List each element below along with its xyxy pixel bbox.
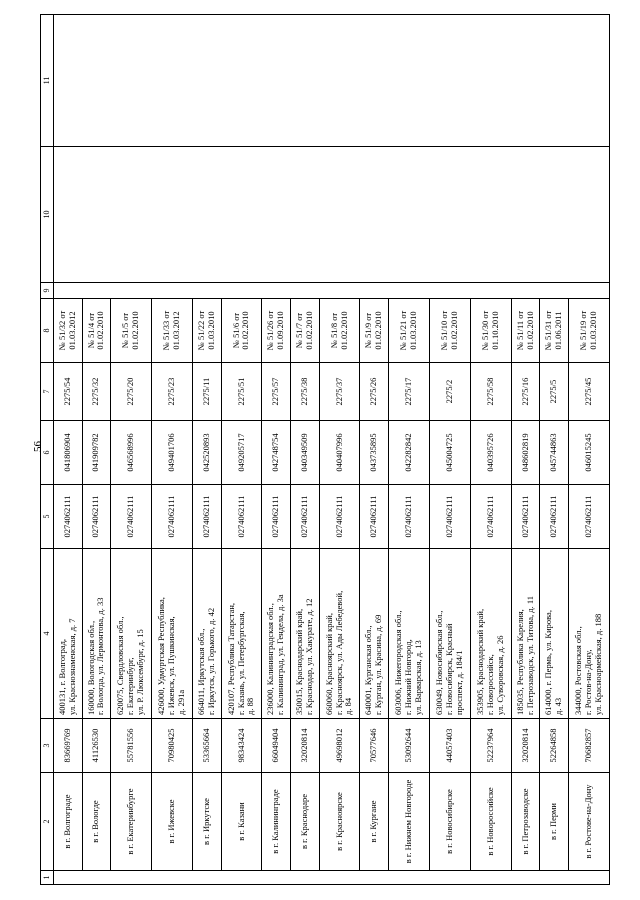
branch-address: 426000, Удмуртская Республика, г. Ижевск, ул. Пушкинская, д. 291а bbox=[152, 549, 193, 719]
table-body bbox=[54, 15, 610, 885]
branch-address: 236000, Калининградская обл., г. Калининград, ул. Гендела, д. 3а bbox=[262, 549, 291, 719]
inn-code: 0274062111 bbox=[192, 485, 221, 549]
inn-code: 0274062111 bbox=[511, 485, 540, 549]
branch-city: в г. Петрозаводске bbox=[511, 773, 540, 871]
inn-code: 0274062111 bbox=[291, 485, 320, 549]
order-reference: № 51/6 от 01.02.2010 bbox=[221, 299, 262, 363]
branch-city: в г. Казани bbox=[221, 773, 262, 871]
registration-number: 2275/23 bbox=[152, 363, 193, 421]
branch-address: 344000, Ростовская обл., г. Ростов-на-Дону, ул. Красноармейская, д. 188 bbox=[568, 549, 609, 719]
order-reference: № 51/4 от 01.02.2010 bbox=[82, 299, 111, 363]
col-9-cell bbox=[54, 283, 610, 299]
registration-number: 2275/32 bbox=[82, 363, 111, 421]
registration-number: 2275/2 bbox=[429, 363, 470, 421]
column-number-10: 10 bbox=[41, 147, 54, 283]
okpo-code: 98343424 bbox=[221, 719, 262, 773]
inn-code: 0274062111 bbox=[152, 485, 193, 549]
inn-code: 0274062111 bbox=[540, 485, 569, 549]
order-reference: № 51/33 от 01.03.2012 bbox=[152, 299, 193, 363]
kpp-code: 040407996 bbox=[319, 421, 360, 485]
order-reference: № 51/8 от 01.02.2010 bbox=[319, 299, 360, 363]
order-reference: № 51/31 от 01.06.2011 bbox=[540, 299, 569, 363]
inn-code: 0274062111 bbox=[470, 485, 511, 549]
order-reference: № 51/19 от 01.03.2010 bbox=[568, 299, 609, 363]
okpo-code: 41126530 bbox=[82, 719, 111, 773]
okpo-code: 53365664 bbox=[192, 719, 221, 773]
branch-address: 660060, Красноярский край, г. Красноярск, ул. Ады Лебедевой, д. 84 bbox=[319, 549, 360, 719]
kpp-code: 040349509 bbox=[291, 421, 320, 485]
column-number-11: 11 bbox=[41, 15, 54, 147]
order-reference: № 51/9 от 01.02.2010 bbox=[360, 299, 389, 363]
okpo-code: 83669769 bbox=[54, 719, 83, 773]
branch-address: 350015, Краснодарский край, г. Краснодар, ул. Хакурате, д. 12 bbox=[291, 549, 320, 719]
okpo-code: 32020814 bbox=[511, 719, 540, 773]
order-reference: № 51/10 от 01.02.2010 bbox=[429, 299, 470, 363]
inn-code: 0274062111 bbox=[319, 485, 360, 549]
order-reference: № 51/21 от 01.03.2010 bbox=[389, 299, 430, 363]
branch-city: в г. Кургане bbox=[360, 773, 389, 871]
okpo-code: 44057403 bbox=[429, 719, 470, 773]
column-number-9: 9 bbox=[41, 283, 54, 299]
inn-code: 0274062111 bbox=[360, 485, 389, 549]
branch-city: в г. Волгограде bbox=[54, 773, 83, 871]
column-number-3: 3 bbox=[41, 719, 54, 773]
registration-number: 2275/37 bbox=[319, 363, 360, 421]
inn-code: 0274062111 bbox=[54, 485, 83, 549]
registration-number: 2275/54 bbox=[54, 363, 83, 421]
branch-city: в г. Иркутске bbox=[192, 773, 221, 871]
branch-city: в г. Нижнем Новгороде bbox=[389, 773, 430, 871]
rotated-table-wrapper bbox=[40, 15, 610, 885]
kpp-code: 049205717 bbox=[221, 421, 262, 485]
okpo-code: 70577646 bbox=[360, 719, 389, 773]
registration-number: 2275/58 bbox=[470, 363, 511, 421]
branch-address: 400131, г. Волгоград, ул. Краснознаменская, д. 7 bbox=[54, 549, 83, 719]
branch-address: 620075, Свердловская обл., г. Екатеринбург, ул. Р. Люксембург, д. 15 bbox=[111, 549, 152, 719]
registration-number: 2275/38 bbox=[291, 363, 320, 421]
order-reference: № 51/5 от 01.02.2010 bbox=[111, 299, 152, 363]
col-10-cell bbox=[54, 147, 610, 283]
registration-number: 2275/51 bbox=[221, 363, 262, 421]
kpp-code: 046015245 bbox=[568, 421, 609, 485]
branch-city: в г. Ижевске bbox=[152, 773, 193, 871]
registration-number: 2275/16 bbox=[511, 363, 540, 421]
kpp-code: 041909782 bbox=[82, 421, 111, 485]
inn-code: 0274062111 bbox=[568, 485, 609, 549]
kpp-code: 042748754 bbox=[262, 421, 291, 485]
okpo-code: 70980425 bbox=[152, 719, 193, 773]
branch-address: 614000, г. Пермь, ул. Кирова, д. 43 bbox=[540, 549, 569, 719]
registration-number: 2275/5 bbox=[540, 363, 569, 421]
row-index-column bbox=[54, 871, 610, 885]
order-reference: № 51/11 от 01.02.2010 bbox=[511, 299, 540, 363]
kpp-code: 045744863 bbox=[540, 421, 569, 485]
branch-city: в г. Краснодаре bbox=[291, 773, 320, 871]
inn-code: 0274062111 bbox=[221, 485, 262, 549]
inn-code: 0274062111 bbox=[389, 485, 430, 549]
order-reference: № 51/7 от 01.02.2010 bbox=[291, 299, 320, 363]
branch-city: в г. Калининграде bbox=[262, 773, 291, 871]
kpp-code: 049401706 bbox=[152, 421, 193, 485]
branch-address: 664011, Иркутская обл., г. Иркутск, ул. Горького, д. 42 bbox=[192, 549, 221, 719]
branch-city: в г. Новороссийске bbox=[470, 773, 511, 871]
branch-address: 640001, Курганская обл., г. Курган, ул. Красина, д. 69 bbox=[360, 549, 389, 719]
okpo-code: 55781556 bbox=[111, 719, 152, 773]
branch-address: 185035, Республика Карелия, г. Петрозаводск, ул. Титова, д. 11 bbox=[511, 549, 540, 719]
okpo-code: 53092644 bbox=[389, 719, 430, 773]
kpp-code: 048602819 bbox=[511, 421, 540, 485]
branch-city: в г. Ростове-на-Дону bbox=[568, 773, 609, 871]
okpo-code: 70682857 bbox=[568, 719, 609, 773]
branch-city: в г. Вологде bbox=[82, 773, 111, 871]
column-number-2: 2 bbox=[41, 773, 54, 871]
column-number-5: 5 bbox=[41, 485, 54, 549]
inn-code: 0274062111 bbox=[111, 485, 152, 549]
kpp-code: 042520893 bbox=[192, 421, 221, 485]
order-reference: № 51/32 от 01.03.2012 bbox=[54, 299, 83, 363]
column-number-1: 1 bbox=[41, 871, 54, 885]
branch-city: в г. Новосибирске bbox=[429, 773, 470, 871]
inn-code: 0274062111 bbox=[82, 485, 111, 549]
branch-address: 603006, Нижегородская обл., г. Нижний Новгород, ул. Варварская, д. 13 bbox=[389, 549, 430, 719]
branch-city: в г. Красноярске bbox=[319, 773, 360, 871]
order-reference: № 51/26 от 01.09.2010 bbox=[262, 299, 291, 363]
page-number: 56 bbox=[32, 441, 44, 452]
registration-number: 2275/20 bbox=[111, 363, 152, 421]
registration-number: 2275/57 bbox=[262, 363, 291, 421]
inn-code: 0274062111 bbox=[262, 485, 291, 549]
okpo-code: 32020814 bbox=[291, 719, 320, 773]
branch-address: 160000, Вологодская обл., г. Вологда, ул. Лермонтова, д. 33 bbox=[82, 549, 111, 719]
branch-city: в г. Перми bbox=[540, 773, 569, 871]
kpp-code: 045004725 bbox=[429, 421, 470, 485]
registration-number: 2275/45 bbox=[568, 363, 609, 421]
branch-address: 420107, Республика Татарстан, г. Казань, ул. Петербургская, д. 88 bbox=[221, 549, 262, 719]
column-number-4: 4 bbox=[41, 549, 54, 719]
registration-number: 2275/11 bbox=[192, 363, 221, 421]
branch-table bbox=[40, 14, 610, 885]
branch-city: в г. Екатеринбурге bbox=[111, 773, 152, 871]
registration-number: 2275/26 bbox=[360, 363, 389, 421]
order-reference: № 51/30 от 01.10.2010 bbox=[470, 299, 511, 363]
okpo-code: 66049404 bbox=[262, 719, 291, 773]
column-number-6: 6 bbox=[41, 421, 54, 485]
kpp-code: 042282842 bbox=[389, 421, 430, 485]
kpp-code: 041806904 bbox=[54, 421, 83, 485]
kpp-code: 040395726 bbox=[470, 421, 511, 485]
column-number-row bbox=[41, 15, 54, 885]
order-reference: № 51/22 от 01.03.2010 bbox=[192, 299, 221, 363]
branch-address: 353905, Краснодарский край, г. Новороссийск, ул. Суворовская, д. 26 bbox=[470, 549, 511, 719]
okpo-code: 52237964 bbox=[470, 719, 511, 773]
col-11-cell bbox=[54, 15, 610, 147]
okpo-code: 52264858 bbox=[540, 719, 569, 773]
registration-number: 2275/17 bbox=[389, 363, 430, 421]
inn-code: 0274062111 bbox=[429, 485, 470, 549]
column-number-7: 7 bbox=[41, 363, 54, 421]
kpp-code: 046568996 bbox=[111, 421, 152, 485]
column-number-8: 8 bbox=[41, 299, 54, 363]
okpo-code: 49698012 bbox=[319, 719, 360, 773]
table-row bbox=[54, 15, 83, 885]
kpp-code: 043735895 bbox=[360, 421, 389, 485]
branch-address: 630049, Новосибирская обл., г. Новосибирск, Красный проспект, д. 184/1 bbox=[429, 549, 470, 719]
